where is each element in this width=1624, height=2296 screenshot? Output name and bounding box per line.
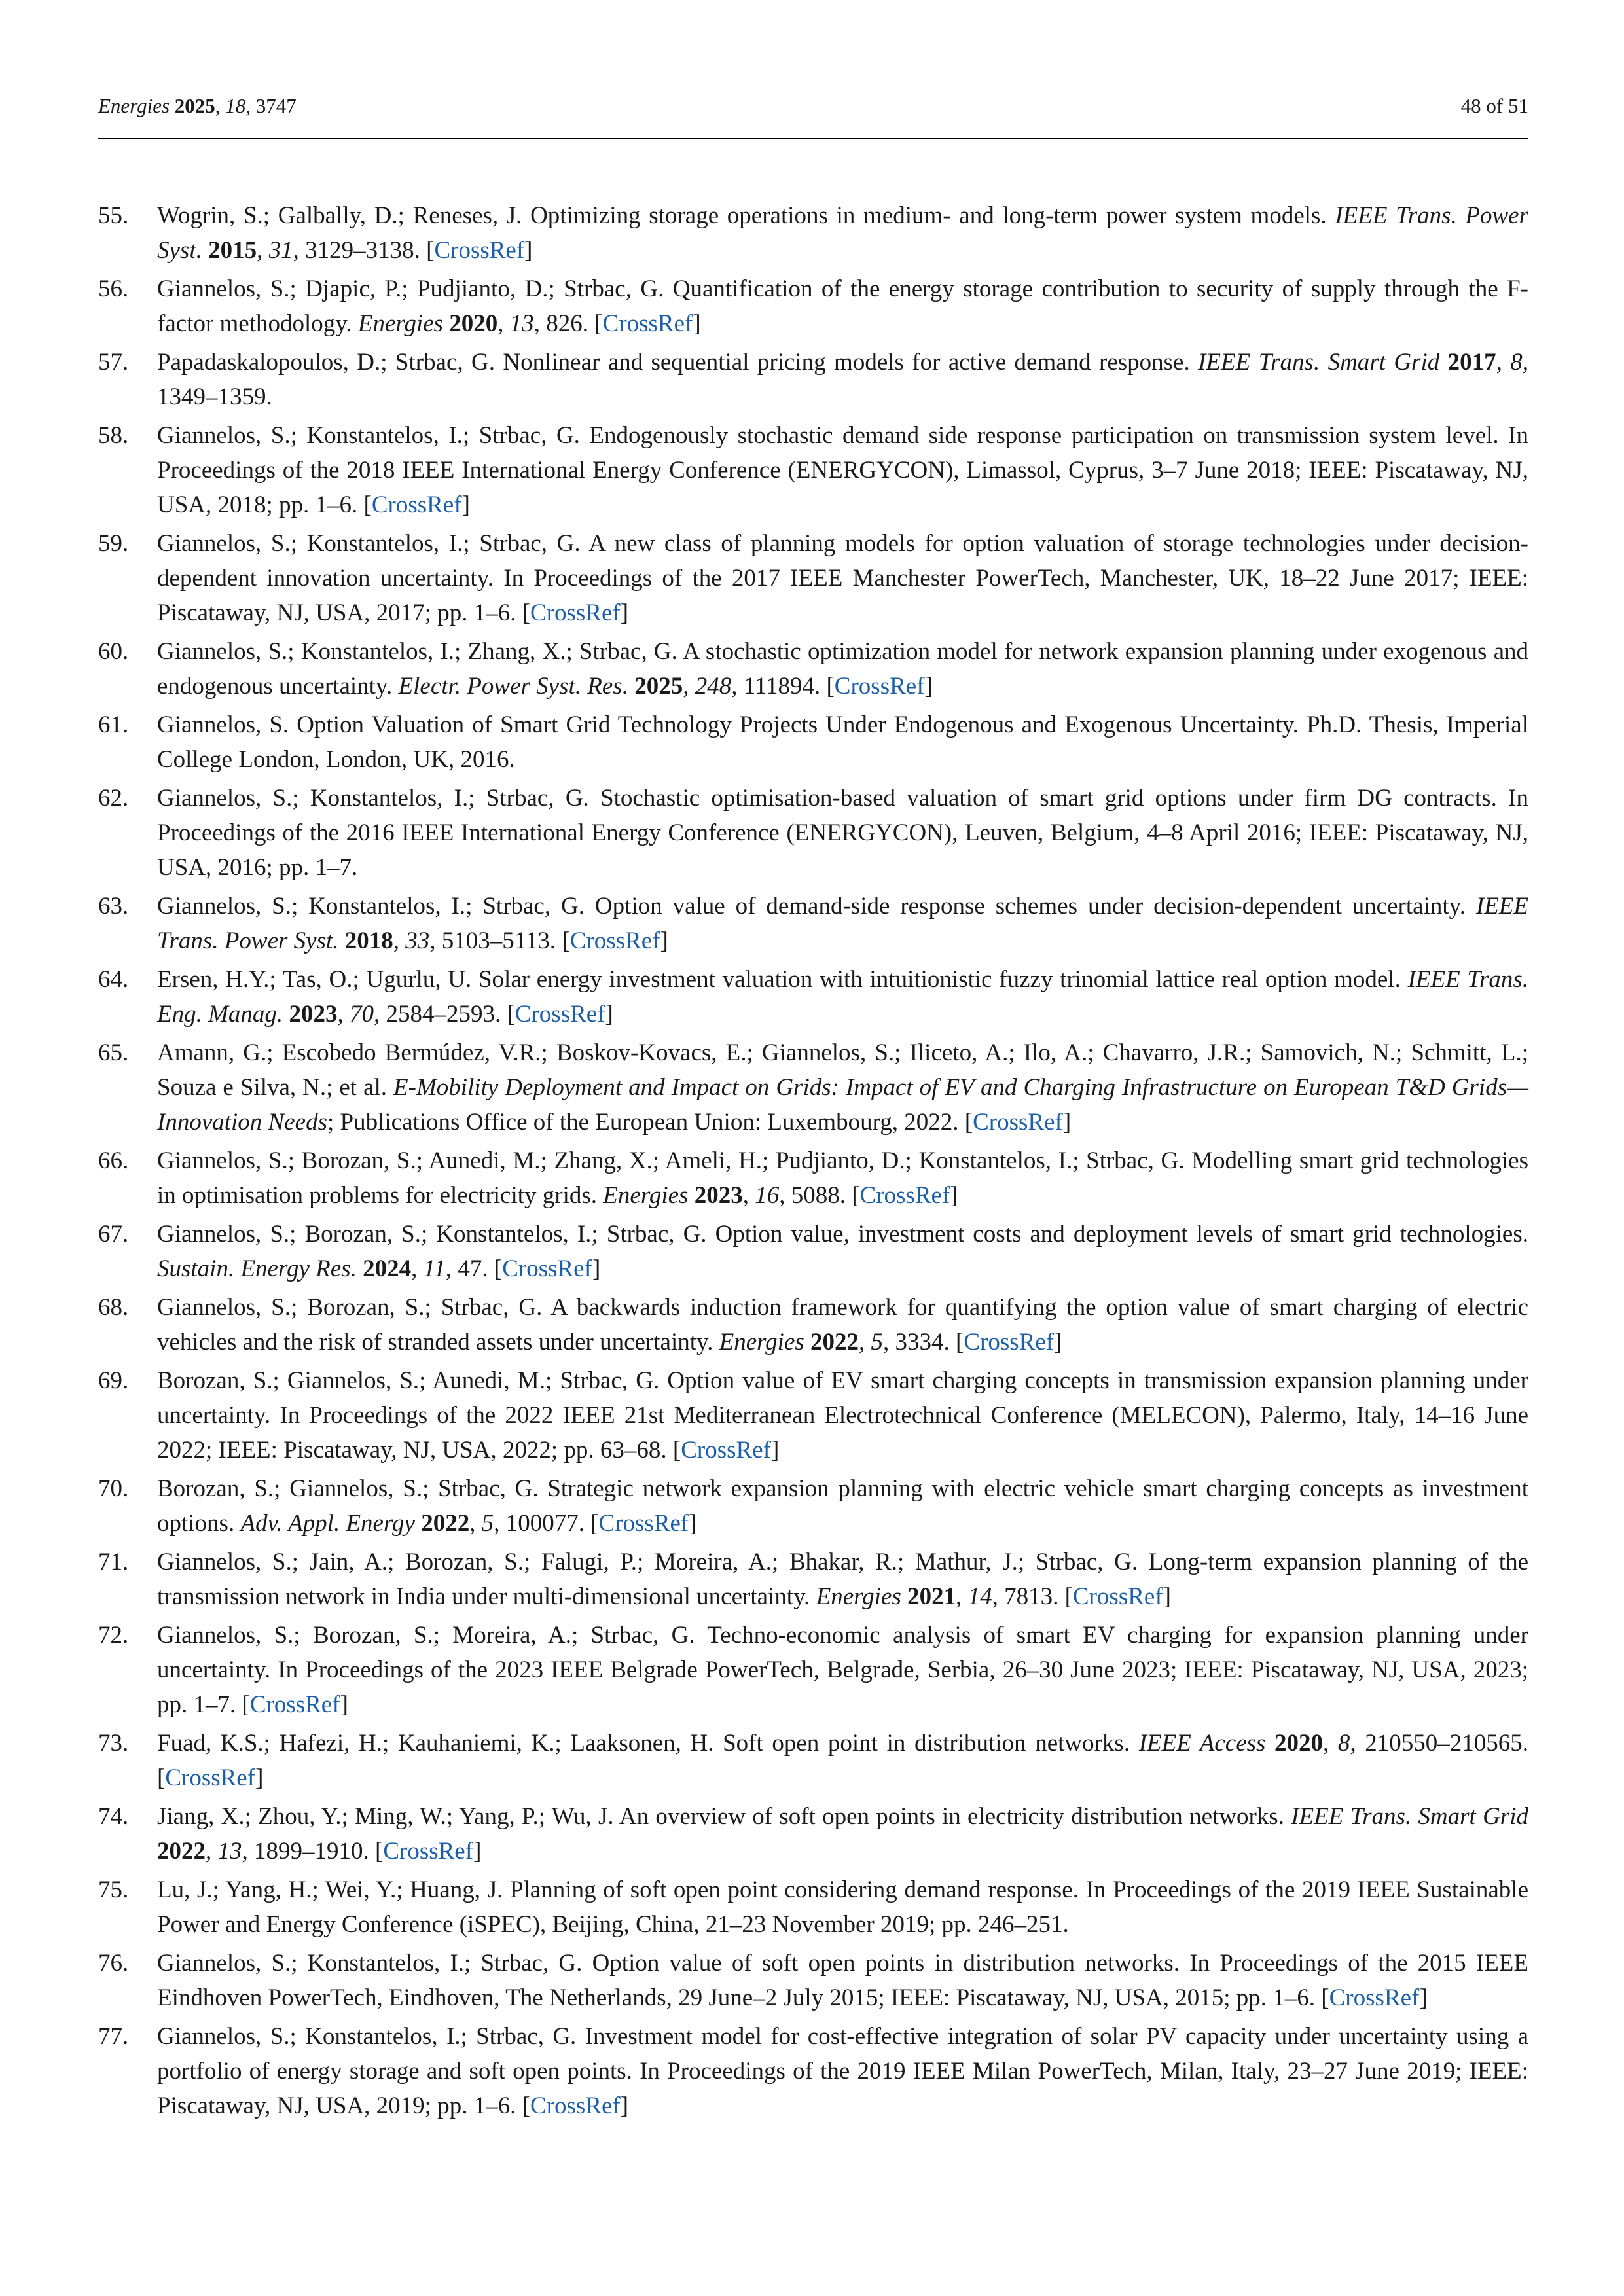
reference-number: 67.	[98, 1221, 129, 1247]
reference-text-segment: Ersen, H.Y.; Tas, O.; Ugurlu, U. Solar energy investment valuation with intuitionistic fuzzy trinomial lattice real option model.	[157, 966, 1408, 993]
reference-number: 64.	[98, 966, 129, 993]
crossref-link[interactable]: CrossRef	[569, 927, 660, 954]
reference-text-segment	[339, 927, 345, 954]
reference-item	[98, 889, 1528, 958]
reference-number: 71.	[98, 1549, 129, 1575]
reference-item	[98, 1035, 1528, 1139]
reference-text-segment: ]	[592, 1255, 601, 1282]
crossref-link[interactable]: CrossRef	[165, 1765, 256, 1791]
reference-text-segment: Giannelos, S.; Borozan, S.; Moreira, A.; Strbac, G. Techno-economic analysis of smart EV charging for expansion planning under uncertainty. In Proceedings of the 2023 IEEE Belgrade PowerTech, Belgrade, Serbia, 26–30 June 2023; IEEE: Piscataway, NJ, USA, 2023; pp. 1–7. [	[157, 1622, 1528, 1718]
reference-text-segment: , 47. [	[445, 1255, 503, 1282]
crossref-link[interactable]: CrossRef	[859, 1182, 950, 1209]
crossref-link[interactable]: CrossRef	[502, 1255, 592, 1282]
reference-text-segment: ,	[411, 1255, 424, 1282]
reference-italic-text: 5	[481, 1510, 494, 1537]
crossref-link[interactable]: CrossRef	[834, 673, 925, 700]
article-number: 3747	[255, 94, 297, 117]
reference-number: 70.	[98, 1475, 129, 1502]
reference-text	[157, 276, 1528, 337]
reference-italic-text: Energies	[357, 310, 444, 337]
reference-text	[157, 1549, 1528, 1610]
reference-italic-text: 13	[509, 310, 534, 337]
reference-item	[98, 272, 1528, 341]
reference-text-segment	[202, 237, 208, 264]
reference-item	[98, 345, 1528, 414]
reference-text-segment: ,	[1496, 349, 1511, 376]
reference-text-segment: Giannelos, S.; Borozan, S.; Strbac, G. A backwards induction framework for quantifying the option value of smart charging of electric vehicles and the risk of stranded assets under uncertainty.	[157, 1294, 1528, 1355]
reference-number: 60.	[98, 638, 129, 665]
reference-list	[98, 198, 1528, 2127]
reference-text-segment	[688, 1182, 694, 1209]
reference-text-segment: ]	[620, 2092, 629, 2119]
journal-name: Energies	[98, 94, 170, 117]
reference-text-segment: ]	[950, 1182, 958, 1209]
reference-text-segment: , 2584–2593. [	[373, 1001, 515, 1028]
reference-number: 59.	[98, 530, 129, 557]
reference-year: 2022	[421, 1510, 470, 1537]
reference-text-segment	[804, 1329, 810, 1355]
reference-text	[157, 530, 1528, 626]
reference-text	[157, 1221, 1528, 1282]
reference-text-segment: ]	[1163, 1583, 1171, 1610]
reference-number: 76.	[98, 1950, 129, 1977]
reference-item	[98, 198, 1528, 268]
reference-text-segment: ,	[859, 1329, 871, 1355]
reference-text-segment: Giannelos, S.; Jain, A.; Borozan, S.; Falugi, P.; Moreira, A.; Bhakar, R.; Mathur, J.; Strbac, G. Long-term expansion planning of the transmission network in India under multi-dimensional uncertainty.	[157, 1549, 1528, 1610]
reference-text-segment: Giannelos, S.; Borozan, S.; Aunedi, M.; Zhang, X.; Ameli, H.; Pudjianto, D.; Konstantelos, I.; Strbac, G. Modelling smart grid technologies in optimisation problems for electricity grids.	[157, 1147, 1528, 1209]
reference-item	[98, 1545, 1528, 1614]
reference-text-segment: Papadaskalopoulos, D.; Strbac, G. Nonlinear and sequential pricing models for active demand response.	[157, 349, 1199, 376]
reference-text-segment: ; Publications Office of the European Union: Luxembourg, 2022. [	[327, 1109, 973, 1136]
reference-text	[157, 1367, 1528, 1463]
reference-text-segment: ]	[340, 1691, 348, 1718]
reference-text-segment: ]	[473, 1838, 482, 1865]
reference-item	[98, 2019, 1528, 2123]
reference-item	[98, 1946, 1528, 2015]
reference-text-segment: Giannelos, S.; Borozan, S.; Konstantelos, I.; Strbac, G. Option value, investment costs and deployment levels of smart grid technologies.	[157, 1221, 1528, 1247]
reference-text	[157, 893, 1528, 954]
crossref-link[interactable]: CrossRef	[602, 310, 693, 337]
reference-text	[157, 1622, 1528, 1718]
crossref-link[interactable]: CrossRef	[973, 1109, 1063, 1136]
reference-text-segment: ]	[1054, 1329, 1062, 1355]
reference-number: 56.	[98, 276, 129, 302]
reference-text-segment: , 3129–3138. [	[293, 237, 435, 264]
reference-italic-text: 11	[423, 1255, 446, 1282]
reference-italic-text: 14	[967, 1583, 992, 1610]
crossref-link[interactable]: CrossRef	[1329, 1984, 1420, 2011]
reference-text-segment: Borozan, S.; Giannelos, S.; Aunedi, M.; Strbac, G. Option value of EV smart charging concepts in transmission expansion planning under uncertainty. In Proceedings of the 2022 IEEE 21st Mediterranean Electrotechnical Conference (MELECON), Palermo, Italy, 14–16 June 2022; IEEE: Piscataway, NJ, USA, 2022; pp. 63–68. [	[157, 1367, 1528, 1463]
reference-year: 2015	[208, 237, 257, 264]
reference-text-segment: ]	[605, 1001, 613, 1028]
reference-text-segment: Giannelos, S. Option Valuation of Smart Grid Technology Projects Under Endogenous and Exogenous Uncertainty. Ph.D. Thesis, Imperial College London, London, UK, 2016.	[157, 711, 1528, 773]
reference-text-segment	[901, 1583, 907, 1610]
reference-italic-text: IEEE Trans. Power Syst.	[157, 893, 1528, 954]
reference-item	[98, 1873, 1528, 1942]
reference-year: 2018	[344, 927, 393, 954]
reference-text-segment: ,	[497, 310, 510, 337]
journal-volume: 18	[225, 94, 246, 117]
reference-text-segment: ]	[693, 310, 701, 337]
reference-text	[157, 1294, 1528, 1355]
reference-text-segment	[443, 310, 449, 337]
reference-italic-text: Electr. Power Syst. Res.	[398, 673, 628, 700]
reference-item	[98, 1726, 1528, 1795]
reference-text-segment: Giannelos, S.; Konstantelos, I.; Strbac, G. Investment model for cost-effective integration of solar PV capacity under uncertainty using a portfolio of energy storage and soft open points. In Proceedings of the 2019 IEEE Milan PowerTech, Milan, Italy, 23–27 June 2019; IEEE: Piscataway, NJ, USA, 2019; pp. 1–6. [	[157, 2023, 1528, 2119]
reference-text-segment: Giannelos, S.; Konstantelos, I.; Strbac, G. A new class of planning models for option valuation of storage technologies under decision-dependent innovation uncertainty. In Proceedings of the 2017 IEEE Manchester PowerTech, Manchester, UK, 18–22 June 2017; IEEE: Piscataway, NJ, USA, 2017; pp. 1–6. [	[157, 530, 1528, 626]
reference-text-segment: Fuad, K.S.; Hafezi, H.; Kauhaniemi, K.; Laaksonen, H. Soft open point in distribution networks.	[157, 1730, 1139, 1757]
reference-item	[98, 708, 1528, 777]
reference-text-segment: Giannelos, S.; Konstantelos, I.; Strbac, G. Option value of demand-side response schemes under decision-dependent uncertainty.	[157, 893, 1476, 920]
reference-text-segment: ,	[393, 927, 406, 954]
reference-italic-text: IEEE Access	[1138, 1730, 1266, 1757]
crossref-link[interactable]: CrossRef	[249, 1691, 340, 1718]
reference-year: 2017	[1447, 349, 1496, 376]
reference-text-segment: Giannelos, S.; Konstantelos, I.; Strbac, G. Option value of soft open points in distribution networks. In Proceedings of the 2015 IEEE Eindhoven PowerTech, Eindhoven, The Netherlands, 29 June–2 July 2015; IEEE: Piscataway, NJ, USA, 2015; pp. 1–6. [	[157, 1950, 1528, 2011]
reference-italic-text: 8	[1510, 349, 1523, 376]
reference-text	[157, 966, 1528, 1028]
reference-year: 2020	[1274, 1730, 1324, 1757]
crossref-link[interactable]: CrossRef	[598, 1510, 689, 1537]
reference-text-segment: ]	[461, 492, 470, 518]
reference-text-segment: , 5088. [	[779, 1182, 860, 1209]
reference-text-segment: ,	[956, 1583, 968, 1610]
reference-text-segment	[628, 673, 634, 700]
reference-text-segment: ]	[1062, 1109, 1072, 1136]
reference-italic-text: IEEE Trans. Smart Grid	[1198, 349, 1440, 376]
reference-text-segment: ]	[524, 237, 533, 264]
page-number: 48 of 51	[1460, 94, 1528, 117]
reference-text-segment: ,	[742, 1182, 755, 1209]
reference-text-segment: , 1899–1910. [	[242, 1838, 384, 1865]
reference-text	[157, 2023, 1528, 2119]
reference-text	[157, 1730, 1528, 1791]
reference-italic-text: 33	[405, 927, 430, 954]
reference-text-segment: Amann, G.; Escobedo Bermúdez, V.R.; Boskov-Kovacs, E.; Giannelos, S.; Iliceto, A.; Ilo, A.; Chavarro, J.R.; Samovich, N.; Schmitt, L.; Souza e Silva, N.; et al.	[157, 1039, 1528, 1101]
reference-text	[157, 711, 1528, 773]
reference-item	[98, 418, 1528, 522]
reference-text-segment: ,	[206, 1838, 218, 1865]
reference-text-segment: ,	[257, 237, 269, 264]
reference-number: 75.	[98, 1876, 129, 1903]
reference-text-segment: ]	[620, 600, 629, 626]
reference-number: 55.	[98, 202, 129, 229]
reference-item	[98, 1290, 1528, 1359]
crossref-link[interactable]: CrossRef	[530, 2092, 621, 2119]
reference-item	[98, 781, 1528, 885]
reference-item	[98, 1471, 1528, 1541]
reference-italic-text: 70	[349, 1001, 374, 1028]
reference-text	[157, 1803, 1528, 1865]
crossref-link[interactable]: CrossRef	[1072, 1583, 1163, 1610]
reference-text-segment	[1439, 349, 1447, 376]
reference-text-segment: Giannelos, S.; Konstantelos, I.; Zhang, X.; Strbac, G. A stochastic optimization model for network expansion planning under exogenous and endogenous uncertainty.	[157, 638, 1528, 700]
reference-number: 61.	[98, 711, 129, 738]
reference-text	[157, 422, 1528, 518]
reference-text-segment: , 1349–1359.	[157, 349, 1528, 410]
reference-text-segment: Jiang, X.; Zhou, Y.; Ming, W.; Yang, P.; Wu, J. An overview of soft open points in electricity distribution networks.	[157, 1803, 1291, 1830]
crossref-link[interactable]: CrossRef	[434, 237, 525, 264]
reference-text-segment: ]	[1419, 1984, 1428, 2011]
reference-text-segment: , 3334. [	[883, 1329, 964, 1355]
reference-italic-text: E-Mobility Deployment and Impact on Grids: Impact of EV and Charging Infrastructure on European T&D Grids—Innovation Needs	[157, 1074, 1528, 1136]
reference-item	[98, 634, 1528, 704]
reference-text-segment: ,	[1323, 1730, 1338, 1757]
reference-italic-text: 13	[217, 1838, 242, 1865]
reference-italic-text: 16	[755, 1182, 780, 1209]
reference-text-segment: Lu, J.; Yang, H.; Wei, Y.; Huang, J. Planning of soft open point considering demand response. In Proceedings of the 2019 IEEE Sustainable Power and Energy Conference (iSPEC), Beijing, China, 21–23 November 2019; pp. 246–251.	[157, 1876, 1528, 1938]
journal-citation: Energies 2025, 18, 3747	[98, 94, 297, 117]
reference-text	[157, 638, 1528, 700]
reference-year: 2023	[289, 1001, 338, 1028]
reference-text	[157, 1147, 1528, 1209]
reference-year: 2020	[449, 310, 498, 337]
reference-text-segment: ,	[337, 1001, 350, 1028]
reference-number: 69.	[98, 1367, 129, 1394]
crossref-link[interactable]: CrossRef	[530, 600, 621, 626]
reference-number: 73.	[98, 1730, 129, 1757]
reference-number: 65.	[98, 1039, 129, 1066]
reference-text-segment: Giannelos, S.; Konstantelos, I.; Strbac, G. Endogenously stochastic demand side response participation on transmission system level. In Proceedings of the 2018 IEEE International Energy Conference (ENERGYCON), Limassol, Cyprus, 3–7 June 2018; IEEE: Piscataway, NJ, USA, 2018; pp. 1–6. [	[157, 422, 1528, 518]
reference-item	[98, 1618, 1528, 1722]
reference-text-segment: , 826. [	[533, 310, 603, 337]
reference-item	[98, 962, 1528, 1031]
reference-italic-text: Energies	[719, 1329, 804, 1355]
reference-text-segment: ,	[469, 1510, 482, 1537]
reference-year: 2023	[694, 1182, 743, 1209]
reference-text-segment: ]	[770, 1437, 780, 1463]
reference-number: 74.	[98, 1803, 129, 1830]
reference-number: 57.	[98, 349, 129, 376]
reference-item	[98, 1217, 1528, 1286]
reference-italic-text: IEEE Trans. Smart Grid	[1291, 1803, 1528, 1830]
reference-text	[157, 202, 1528, 264]
reference-text-segment	[357, 1255, 363, 1282]
reference-item	[98, 1363, 1528, 1467]
reference-item	[98, 526, 1528, 630]
reference-year: 2022	[157, 1838, 206, 1865]
reference-number: 66.	[98, 1147, 129, 1174]
reference-year: 2025	[634, 673, 683, 700]
crossref-link[interactable]: CrossRef	[371, 492, 462, 518]
reference-number: 72.	[98, 1622, 129, 1649]
reference-number: 58.	[98, 422, 129, 449]
reference-year: 2021	[907, 1583, 956, 1610]
crossref-link[interactable]: CrossRef	[383, 1838, 474, 1865]
reference-text-segment: , 210550–210565. [	[157, 1730, 1529, 1791]
reference-year: 2024	[363, 1255, 412, 1282]
reference-number: 77.	[98, 2023, 129, 2050]
reference-text-segment: ,	[683, 673, 695, 700]
reference-number: 63.	[98, 893, 129, 920]
reference-text-segment: ]	[689, 1510, 697, 1537]
reference-text-segment: , 111894. [	[731, 673, 835, 700]
reference-italic-text: Energies	[603, 1182, 689, 1209]
reference-year: 2022	[810, 1329, 859, 1355]
reference-text-segment: , 5103–5113. [	[429, 927, 570, 954]
reference-text-segment	[415, 1510, 421, 1537]
reference-italic-text: IEEE Trans. Power Syst.	[157, 202, 1529, 264]
reference-text-segment: , 7813. [	[992, 1583, 1073, 1610]
journal-year: 2025	[174, 94, 215, 117]
reference-text	[157, 1950, 1528, 2011]
reference-italic-text: IEEE Trans. Eng. Manag.	[157, 966, 1528, 1028]
reference-italic-text: 248	[695, 673, 732, 700]
reference-text-segment: Giannelos, S.; Djapic, P.; Pudjianto, D.; Strbac, G. Quantification of the energy storage contribution to security of supply through the F-factor methodology.	[157, 276, 1528, 337]
reference-text-segment: Wogrin, S.; Galbally, D.; Reneses, J. Optimizing storage operations in medium- and long-term power system models.	[157, 202, 1335, 229]
reference-italic-text: Sustain. Energy Res.	[157, 1255, 357, 1282]
reference-text-segment	[1265, 1730, 1274, 1757]
reference-text	[157, 349, 1528, 410]
reference-italic-text: Adv. Appl. Energy	[240, 1510, 415, 1537]
reference-text	[157, 1039, 1528, 1136]
reference-text-segment: Borozan, S.; Giannelos, S.; Strbac, G. Strategic network expansion planning with electric vehicle smart charging concepts as investment options.	[157, 1475, 1528, 1537]
reference-text-segment: ]	[924, 673, 933, 700]
reference-italic-text: 8	[1337, 1730, 1350, 1757]
reference-number: 68.	[98, 1294, 129, 1321]
reference-text-segment: ]	[255, 1765, 264, 1791]
crossref-link[interactable]: CrossRef	[514, 1001, 605, 1028]
reference-italic-text: 5	[871, 1329, 884, 1355]
reference-text-segment: , 100077. [	[494, 1510, 599, 1537]
reference-text-segment: Giannelos, S.; Konstantelos, I.; Strbac, G. Stochastic optimisation-based valuation of smart grid options under firm DG contracts. In Proceedings of the 2016 IEEE International Energy Conference (ENERGYCON), Leuven, Belgium, 4–8 April 2016; IEEE: Piscataway, NJ, USA, 2016; pp. 1–7.	[157, 785, 1528, 881]
reference-text	[157, 785, 1528, 881]
reference-italic-text: Energies	[816, 1583, 901, 1610]
header-rule	[98, 138, 1528, 139]
reference-number: 62.	[98, 785, 129, 812]
crossref-link[interactable]: CrossRef	[681, 1437, 771, 1463]
reference-text-segment: ]	[660, 927, 668, 954]
reference-item	[98, 1799, 1528, 1869]
reference-text	[157, 1876, 1528, 1938]
reference-item	[98, 1143, 1528, 1213]
reference-text	[157, 1475, 1528, 1537]
reference-italic-text: 31	[268, 237, 293, 264]
crossref-link[interactable]: CrossRef	[964, 1329, 1055, 1355]
